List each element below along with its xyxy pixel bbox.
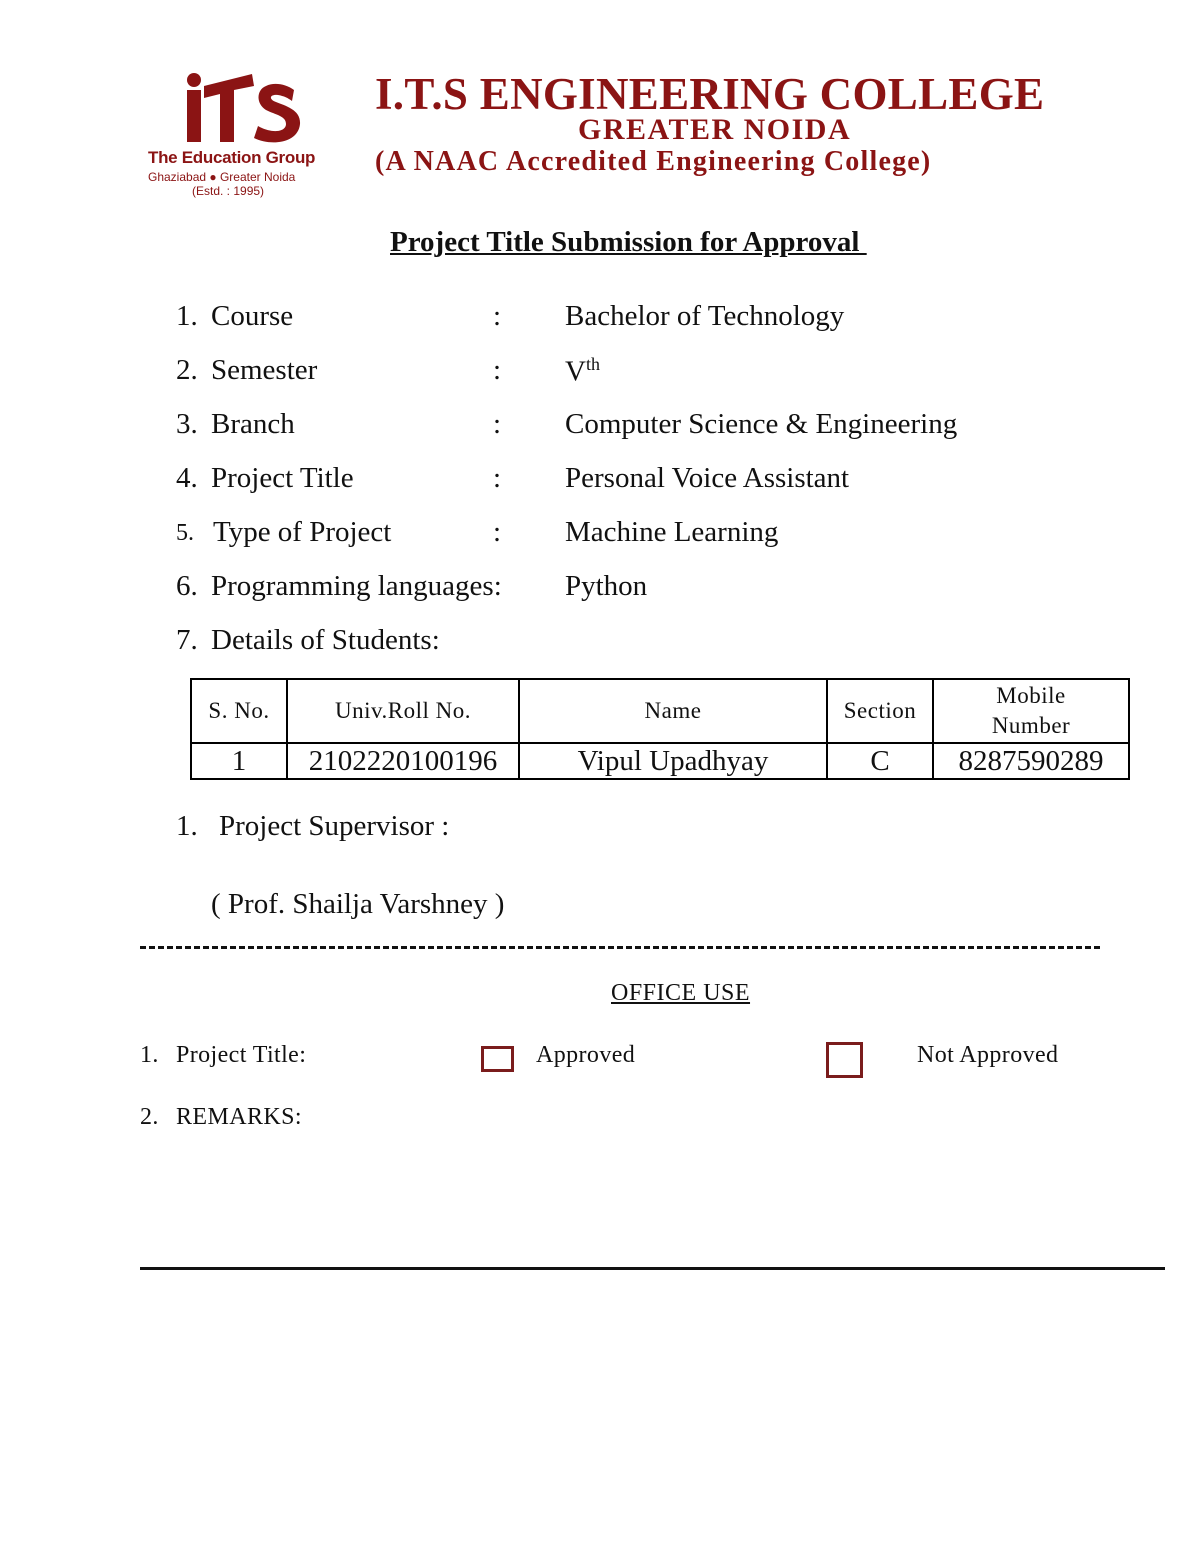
remarks-label: REMARKS: — [176, 1104, 302, 1130]
field-label-semester: Semester — [211, 354, 318, 386]
college-city: GREATER NOIDA — [578, 113, 852, 146]
cell-mobile: 8287590289 — [933, 743, 1129, 779]
supervisor-name: ( Prof. Shailja Varshney ) — [211, 888, 505, 920]
document-title: Project Title Submission for Approval — [390, 226, 867, 258]
field-value-branch: Computer Science & Engineering — [565, 408, 958, 440]
field-value-course: Bachelor of Technology — [565, 300, 845, 332]
field-value-project-title: Personal Voice Assistant — [565, 462, 850, 494]
field-number: 5. — [176, 520, 194, 546]
field-label-languages: Programming languages: — [211, 570, 502, 602]
column-header-mobile: Mobile Number — [933, 679, 1129, 743]
table-header-row — [191, 679, 1129, 743]
logo-group-name: The Education Group — [148, 148, 316, 167]
field-colon: : — [493, 516, 502, 548]
office-item-number: 2. — [140, 1104, 159, 1130]
not-approved-checkbox[interactable] — [826, 1042, 863, 1078]
field-value-semester — [565, 354, 600, 389]
students-table — [190, 678, 1130, 780]
office-project-title-label: Project Title: — [176, 1042, 307, 1068]
approved-checkbox[interactable] — [481, 1046, 514, 1072]
column-header-roll: Univ.Roll No. — [287, 679, 519, 743]
semester-value: V — [565, 355, 586, 388]
logo-established: (Estd. : 1995) — [192, 184, 265, 198]
field-number: 4. — [176, 462, 198, 494]
not-approved-label: Not Approved — [917, 1042, 1059, 1068]
supervisor-number: 1. — [176, 810, 198, 842]
field-colon: : — [493, 462, 502, 494]
accreditation-line: (A NAAC Accredited Engineering College) — [375, 146, 932, 177]
college-logo — [140, 68, 345, 203]
approved-label: Approved — [536, 1042, 636, 1068]
field-colon: : — [493, 354, 502, 386]
field-label-project-type: Type of Project — [213, 516, 392, 548]
office-use-heading: OFFICE USE — [611, 980, 751, 1006]
field-label-branch: Branch — [211, 408, 295, 440]
cell-roll-no: 2102220100196 — [287, 743, 519, 779]
logo-places: Ghaziabad ● Greater Noida — [148, 170, 296, 184]
field-number: 3. — [176, 408, 198, 440]
field-number: 6. — [176, 570, 198, 602]
cell-sno: 1 — [191, 743, 287, 779]
column-header-section: Section — [827, 679, 933, 743]
college-name: I.T.S ENGINEERING COLLEGE — [375, 69, 1045, 119]
its-logo-icon — [182, 68, 302, 148]
field-label-project-title: Project Title — [211, 462, 354, 494]
field-value-languages: Python — [565, 570, 648, 602]
field-number: 2. — [176, 354, 198, 386]
field-colon: : — [493, 408, 502, 440]
dashed-divider — [140, 946, 1100, 949]
column-header-sno: S. No. — [191, 679, 287, 743]
field-label-students: Details of Students: — [211, 624, 440, 656]
field-value-project-type: Machine Learning — [565, 516, 779, 548]
supervisor-label: Project Supervisor : — [219, 810, 450, 842]
office-item-number: 1. — [140, 1042, 159, 1068]
field-colon: : — [493, 300, 502, 332]
field-label-course: Course — [211, 300, 294, 332]
cell-name: Vipul Upadhyay — [519, 743, 827, 779]
field-number: 1. — [176, 300, 198, 332]
semester-superscript: th — [585, 354, 600, 374]
column-header-name: Name — [519, 679, 827, 743]
bottom-rule — [140, 1267, 1165, 1270]
cell-section: C — [827, 743, 933, 779]
table-row — [191, 743, 1129, 779]
field-number: 7. — [176, 624, 198, 656]
